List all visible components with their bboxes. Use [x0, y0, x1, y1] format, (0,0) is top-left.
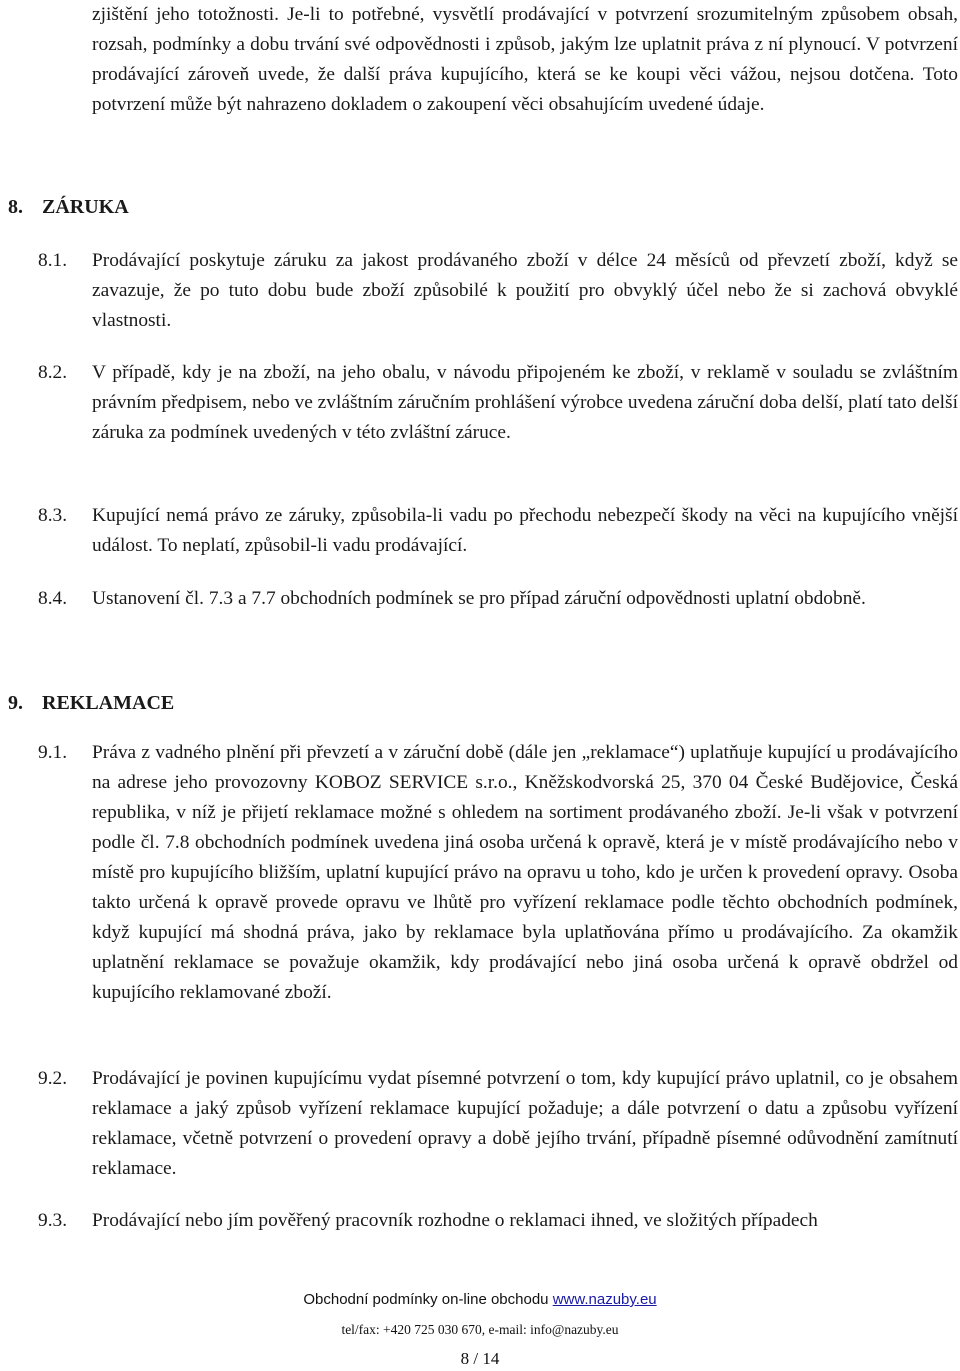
section-9-number: 9. [8, 692, 23, 714]
intro-paragraph: zjištění jeho totožnosti. Je-li to potřebné, vysvětlí prodávající v potvrzení srozumitelným způsobem obsah, rozsah, podmínky a dobu trvání své odpovědnosti i způsob, jakým lze uplatnit práva z ní plynoucí. V potvrzení prodávající zároveň uvede, že další práva kupujícího, která se ke koupi věci vážou, nejsou dotčena. Toto potvrzení může být nahrazeno dokladem o zakoupení věci obsahujícím uvedené údaje. [92, 4, 958, 115]
footer-title-prefix: Obchodní podmínky on-line obchodu [303, 1291, 553, 1308]
footer-website-link[interactable]: www.nazuby.eu [552, 1291, 657, 1308]
clause-text: Prodávající nebo jím pověřený pracovník rozhodne o reklamaci ihned, ve složitých případech [92, 1210, 818, 1231]
clause-number: 8.2. [38, 362, 68, 383]
section-8-title: ZÁRUKA [42, 196, 129, 218]
section-8-heading [8, 194, 129, 220]
clause-text: Prodávající je povinen kupujícímu vydat písemné potvrzení o tom, kdy kupující právo uplatnil, co je obsahem reklamace a jaký způsob vyřízení reklamace kupující požaduje; a dále potvrzení o datu a způsobu vyřízení reklamace, včetně potvrzení o provedení opravy a době jejího trvání, případně písemné odůvodnění zamítnutí reklamace. [92, 1068, 958, 1179]
footer-contact: tel/fax: +420 725 030 670, e-mail: info@nazuby.eu [341, 1322, 619, 1337]
clause-number: 8.1. [38, 250, 68, 271]
clause-number: 9.1. [38, 742, 68, 763]
clause-text: Práva z vadného plnění při převzetí a v záruční době (dále jen „reklamace“) uplatňuje kupující u prodávajícího na adrese jeho provozovny KOBOZ SERVICE s.r.o., Kněžskodvorská 25, 370 04 České Budějovice, Česká republika, v níž je přijetí reklamace možné s ohledem na sortiment prodávaného zboží. Je-li však v potvrzení podle čl. 7.8 obchodních podmínek uvedena jiná osoba určená k opravě, která je v místě prodávajícího nebo v místě pro kupujícího bližším, uplatní kupující právo na opravu u toho, kdo je určen k provedení opravy. Osoba takto určená k opravě provede opravu ve lhůtě pro vyřízení reklamace podle těchto obchodních podmínek, když kupující má shodná práva, jako by reklamace byla uplatňována přímo u prodávajícího. Za okamžik uplatnění reklamace se považuje okamžik, kdy prodávající nebo jiná osoba určená k opravě obdržel od kupujícího reklamované zboží. [92, 742, 958, 1003]
clause-text: Prodávající poskytuje záruku za jakost prodávaného zboží v délce 24 měsíců od převzetí zboží, když se zavazuje, že po tuto dobu bude zboží způsobilé k použití pro obvyklý účel nebo že si zachová obvyklé vlastnosti. [92, 250, 958, 331]
clause-text: V případě, kdy je na zboží, na jeho obalu, v návodu připojeném ke zboží, v reklamě v souladu se zvláštním právním předpisem, nebo ve zvláštním záručním prohlášení výrobce uvedena záruční doba delší, platí tato delší záruka za podmínek uvedených v této zvláštní záruce. [92, 362, 958, 443]
footer-title [0, 1290, 960, 1310]
section-8-number: 8. [8, 196, 23, 218]
clause-number: 8.3. [38, 505, 68, 526]
page-number: 8 / 14 [460, 1349, 500, 1368]
clause-number: 8.4. [38, 588, 68, 609]
clause-text: Kupující nemá právo ze záruky, způsobila-li vadu po přechodu nebezpečí škody na věci na kupujícího vnější událost. To neplatí, způsobil-li vadu prodávající. [92, 505, 958, 556]
clause-number: 9.3. [38, 1210, 68, 1231]
clause-number: 9.2. [38, 1068, 68, 1089]
section-9-title: REKLAMACE [42, 692, 175, 714]
section-9-heading [8, 690, 174, 716]
clause-text: Ustanovení čl. 7.3 a 7.7 obchodních podmínek se pro případ záruční odpovědnosti uplatní obdobně. [92, 588, 866, 609]
